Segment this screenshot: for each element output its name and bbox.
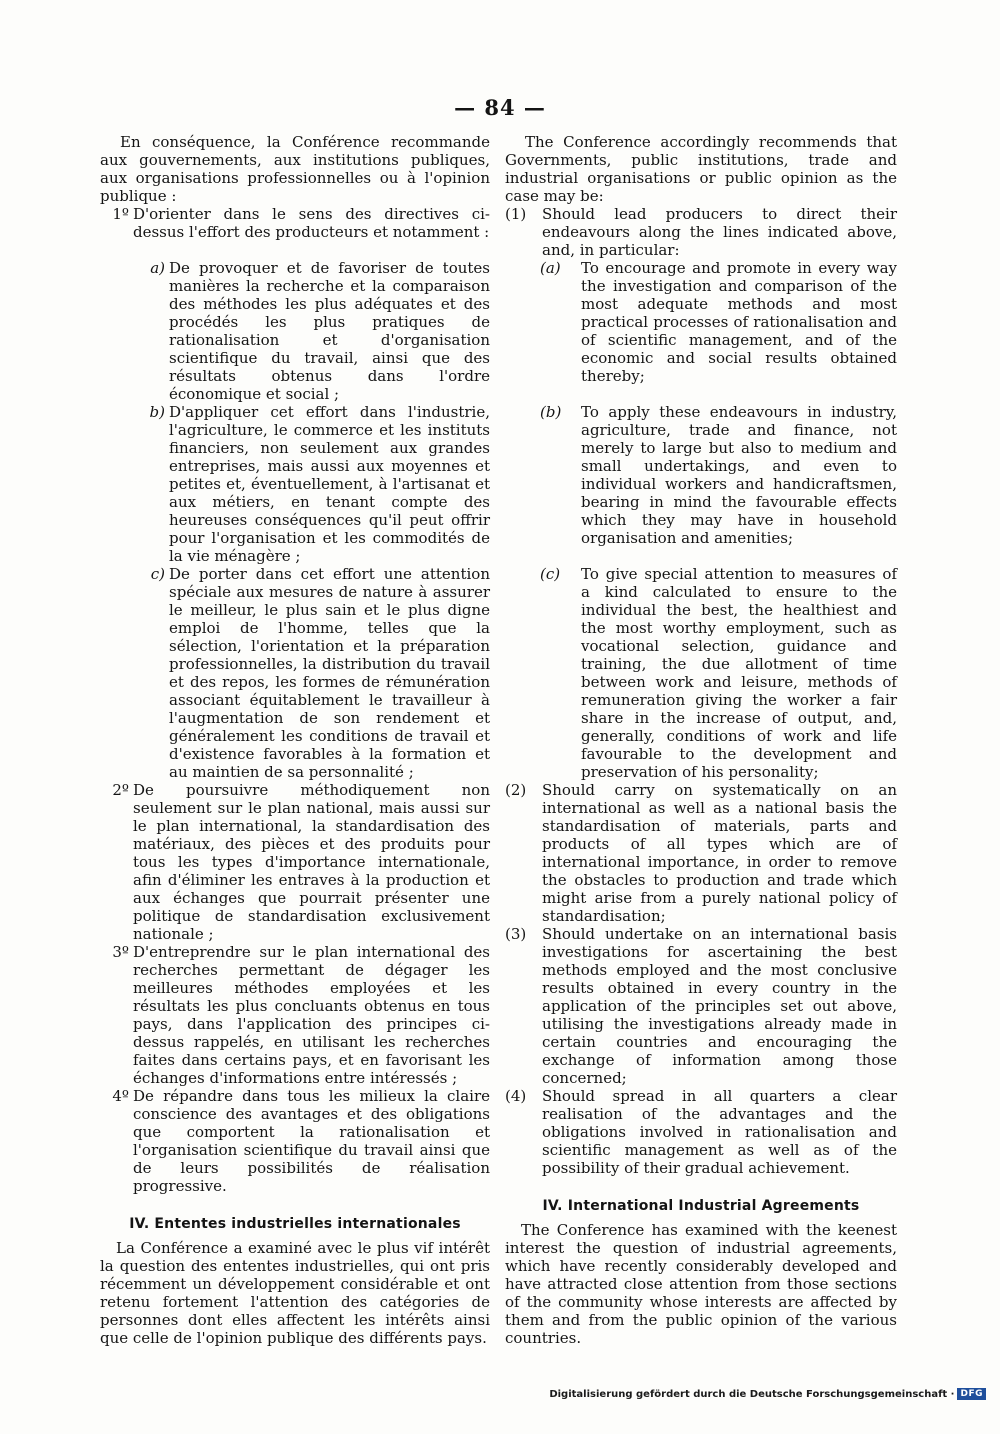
english-subitem-text: To apply these endeavours in industry, agriculture, trade and finance, not merely to large but also to medium and small undertakings, and even to individual workers and handicraftsmen, bearing in mind the favourable effects which they may have in household organisation and amenities; <box>581 403 897 547</box>
french-subitem-text: D'appliquer cet effort dans l'industrie, l'agriculture, le commerce et les instituts financiers, non seulement aux grandes entreprises, mais aussi aux moyennes et petites et, éventuellement, à l'artisanat et aux métiers, en tenant compte des heureuses conséquences qu'il peut offrir pour l'organisation et les commodités de la vie ménagère ; <box>169 403 490 565</box>
french-subitem-letter: b) <box>149 403 165 421</box>
english-item-3 <box>505 925 897 1087</box>
english-subitem-letter: (b) <box>540 403 562 421</box>
french-item-1 <box>100 205 490 241</box>
french-item-number: 1º <box>112 205 129 223</box>
english-subitem-a <box>540 259 897 385</box>
english-column <box>505 133 897 1347</box>
english-subitem-b <box>540 403 897 547</box>
french-item-4 <box>100 1087 490 1195</box>
french-subitem-a <box>143 259 490 403</box>
french-item-2 <box>100 781 490 943</box>
english-subitem-letter: (a) <box>540 259 561 277</box>
english-item-text: Should undertake on an international basis investigations for ascertaining the best methods employed and the most conclusive results obtained in every country in the application of the principles set out above, utilising the investigations already made in certain countries and encouraging the exchange of information among those concerned; <box>542 925 897 1087</box>
english-subitem-text: To encourage and promote in every way the investigation and comparison of the most adequate methods and most practical processes of rationalisation and of scientific management, and of the economic and social results obtained thereby; <box>581 259 897 385</box>
english-item-2 <box>505 781 897 925</box>
french-subitem-c <box>143 565 490 781</box>
english-item-number: (4) <box>505 1087 527 1105</box>
french-item-number: 4º <box>112 1087 129 1105</box>
french-section-body: La Conférence a examiné avec le plus vif intérêt la question des ententes industrielles, qui ont pris récemment un développement considérable et ont retenu fortement l'attention des catégories de personnes dont elles affectent les intérêts ainsi que celle de l'opinion publique des différents pays. <box>100 1239 490 1347</box>
french-intro: En conséquence, la Conférence recommande aux gouvernements, aux institutions publiques, aux organisations professionnelles ou à l'opinion publique : <box>100 133 490 205</box>
dfg-logo: DFG <box>957 1388 986 1400</box>
french-subitem-letter: c) <box>150 565 165 583</box>
french-item-text: De poursuivre méthodiquement non seulement sur le plan national, mais aussi sur le plan international, la standardisation des matériaux, des pièces et des produits pour tous les types d'importance internationale, afin d'éliminer les entraves à la production et aux échanges que pourrait présenter une politique de standardisation exclusivement nationale ; <box>133 781 490 943</box>
french-item-text: D'orienter dans le sens des directives ci-dessus l'effort des producteurs et notamment : <box>133 205 490 241</box>
english-section-heading: IV. International Industrial Agreements <box>542 1198 860 1214</box>
french-item-number: 3º <box>112 943 129 961</box>
english-item-number: (2) <box>505 781 527 799</box>
english-item-text: Should carry on systematically on an international as well as a national basis the standardisation of materials, parts and products of all types which are of international importance, in order to remove the obstacles to production and trade which might arise from a purely national policy of standardisation; <box>542 781 897 925</box>
english-item-text: Should lead producers to direct their endeavours along the lines indicated above, and, in particular: <box>542 205 897 259</box>
page-number: — 84 — <box>454 95 546 120</box>
credit-text: Digitalisierung gefördert durch die Deutsche Forschungsgemeinschaft · <box>549 1388 955 1400</box>
english-intro: The Conference accordingly recommends that Governments, public institutions, trade and industrial organisations or public opinion as the case may be: <box>505 133 897 205</box>
english-item-1 <box>505 205 897 259</box>
english-item-number: (1) <box>505 205 527 223</box>
english-section-body: The Conference has examined with the keenest interest the question of industrial agreements, which have recently considerably developed and have attracted close attention from those sections of the community whose interests are affected by them and from the public opinion of the various countries. <box>505 1221 897 1347</box>
french-item-text: De répandre dans tous les milieux la claire conscience des avantages et des obligations que comportent la rationalisation et l'organisation scientifique du travail ainsi que de leurs possibilités de réalisation progressive. <box>133 1087 490 1195</box>
french-subitem-text: De provoquer et de favoriser de toutes manières la recherche et la comparaison des méthodes les plus adéquates et des procédés les plus pratiques de rationalisation et d'organisation scientifique du travail, ainsi que des résultats obtenus dans l'ordre économique et social ; <box>169 259 490 403</box>
english-subitem-c <box>540 565 897 781</box>
english-item-text: Should spread in all quarters a clear realisation of the advantages and the obligations involved in rationalisation and scientific management as well as of the possibility of their gradual achievement. <box>542 1087 897 1177</box>
french-subitem-letter: a) <box>150 259 165 277</box>
french-item-3 <box>100 943 490 1087</box>
english-item-number: (3) <box>505 925 527 943</box>
french-subitem-b <box>143 403 490 565</box>
english-subitem-text: To give special attention to measures of a kind calculated to ensure to the individual the best, the healthiest and the most worthy employment, such as vocational selection, guidance and training, the due allotment of time between work and leisure, methods of remuneration giving the worker a fair share in the increase of output, and, generally, conditions of work and life favourable to the development and preservation of his personality; <box>581 565 897 781</box>
french-column <box>100 133 490 1347</box>
french-item-number: 2º <box>112 781 129 799</box>
english-subitem-letter: (c) <box>540 565 561 583</box>
french-subitem-text: De porter dans cet effort une attention spéciale aux mesures de nature à assurer le meilleur, le plus sain et le plus digne emploi de l'homme, telles que la sélection, l'orientation et la préparation professionnelles, la distribution du travail et des repos, les formes de rémunération associant équitablement le travailleur à l'augmentation de son rendement et généralement les conditions de travail et d'existence favorables à la formation et au maintien de sa personnalité ; <box>169 565 490 781</box>
french-section-heading: IV. Ententes industrielles internationales <box>129 1216 461 1232</box>
french-item-text: D'entreprendre sur le plan international des recherches permettant de dégager les meilleures méthodes employées et les résultats les plus concluants obtenus en tous pays, dans l'application des principes ci-dessus rappelés, en utilisant les recherches faites dans certains pays, et en favorisant les échanges d'informations entre intéressés ; <box>133 943 490 1087</box>
digitisation-credit <box>549 1388 986 1400</box>
english-item-4 <box>505 1087 897 1177</box>
